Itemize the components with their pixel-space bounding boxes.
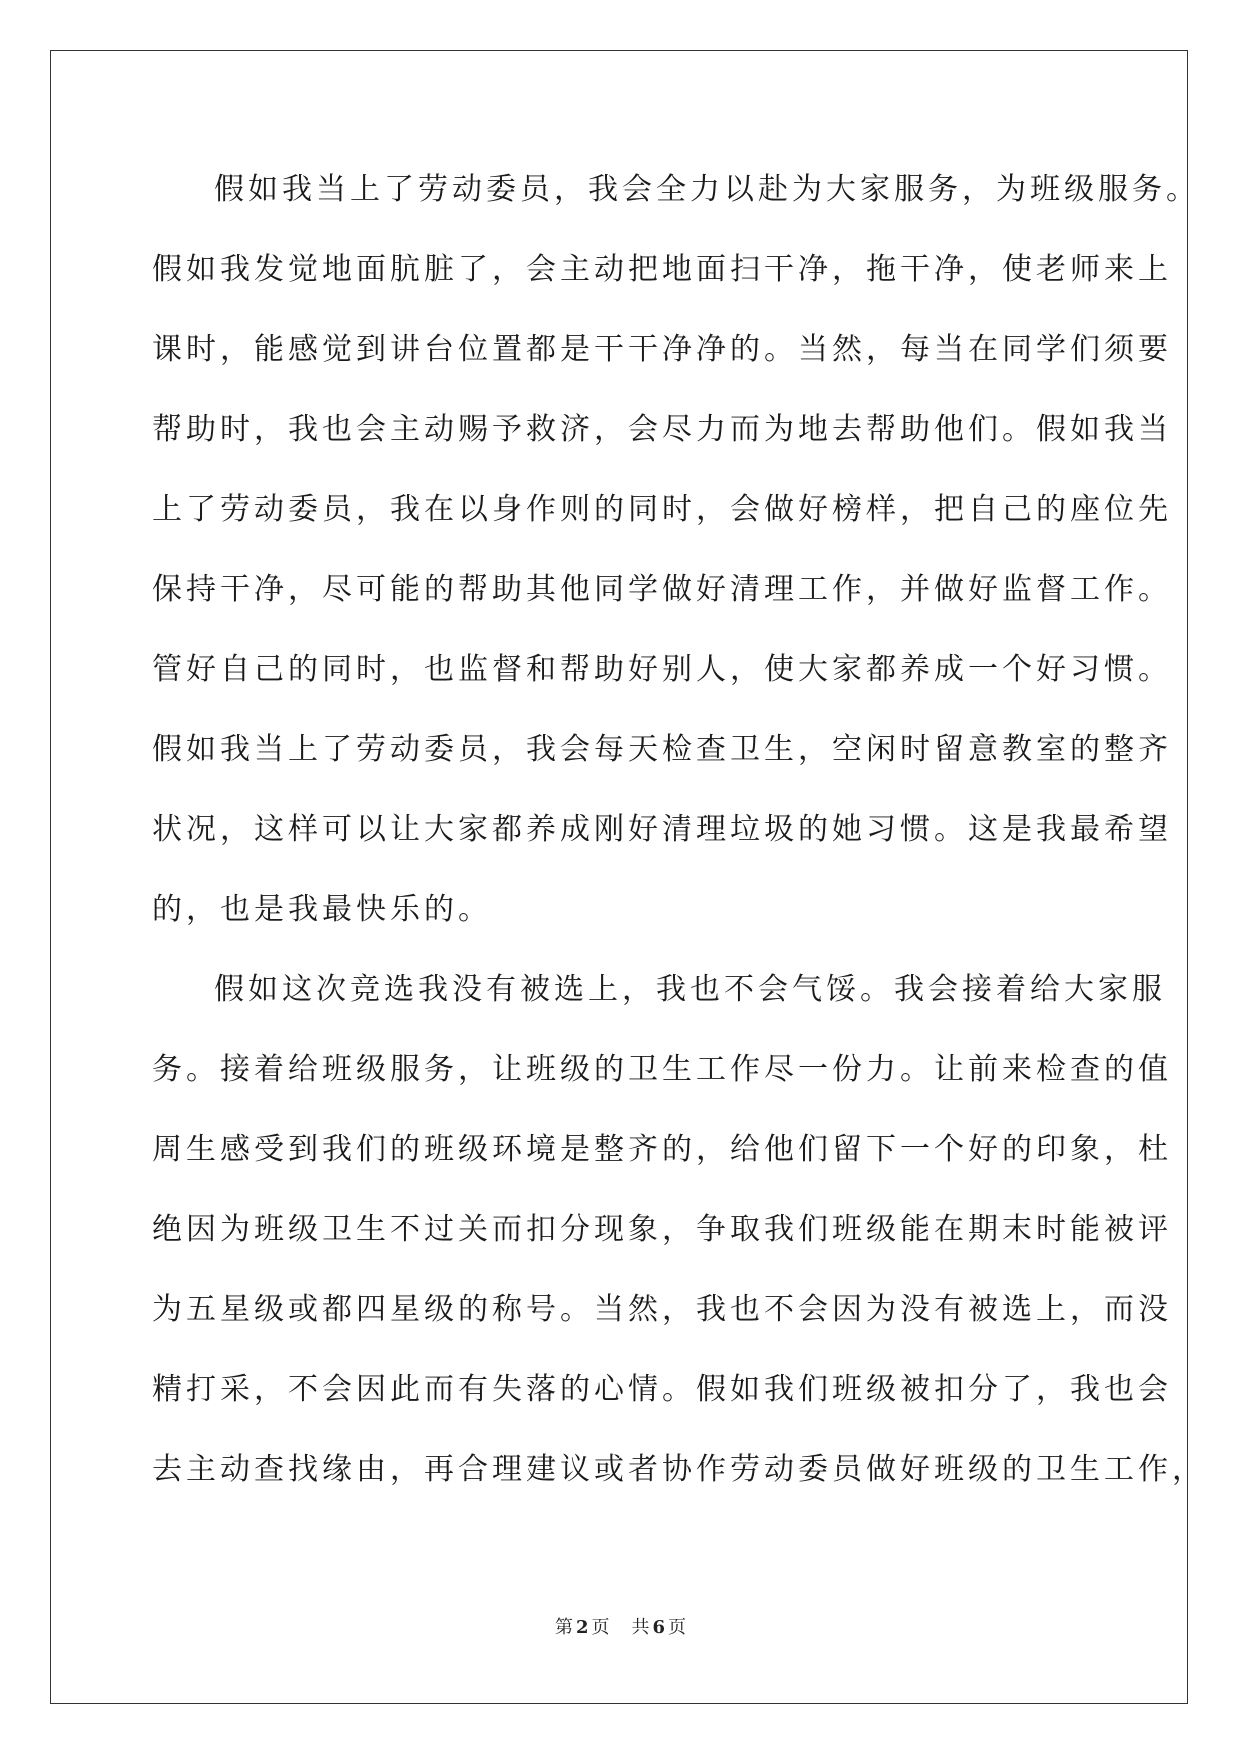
text-line: 周生感受到我们的班级环境是整齐的，给他们留下一个好的印象，杜 (152, 1132, 1172, 1167)
page-prefix: 第 (554, 1617, 573, 1638)
text-line: 绝因为班级卫生不过关而扣分现象，争取我们班级能在期末时能被评 (152, 1212, 1172, 1247)
text-line: 假如我发觉地面肮脏了，会主动把地面扫干净，拖干净，使老师来上 (152, 252, 1172, 287)
text-line: 假如我当上了劳动委员，我会全力以赴为大家服务，为班级服务。 (214, 172, 1200, 207)
text-line: 状况，这样可以让大家都养成刚好清理垃圾的她习惯。这是我最希望 (152, 812, 1172, 847)
text-line: 保持干净，尽可能的帮助其他同学做好清理工作，并做好监督工作。 (152, 572, 1172, 607)
text-line: 的，也是我最快乐的。 (152, 892, 492, 927)
page-suffix: 页 (591, 1617, 610, 1638)
text-line: 管好自己的同时，也监督和帮助好别人，使大家都养成一个好习惯。 (152, 652, 1172, 687)
text-line: 上了劳动委员，我在以身作则的同时，会做好榜样，把自己的座位先 (152, 492, 1172, 527)
page-footer (0, 1613, 1241, 1639)
total-suffix: 页 (668, 1617, 687, 1638)
current-page-number: 2 (575, 1617, 589, 1638)
text-line: 务。接着给班级服务，让班级的卫生工作尽一份力。让前来检查的值 (152, 1052, 1172, 1087)
text-line: 帮助时，我也会主动赐予救济，会尽力而为地去帮助他们。假如我当 (152, 412, 1172, 447)
document-body (152, 150, 1206, 1510)
total-prefix: 共 (631, 1617, 650, 1638)
text-line: 课时，能感觉到讲台位置都是干干净净的。当然，每当在同学们须要 (152, 332, 1172, 367)
text-line: 为五星级或都四星级的称号。当然，我也不会因为没有被选上，而没 (152, 1292, 1172, 1327)
text-line: 假如我当上了劳动委员，我会每天检查卫生，空闲时留意教室的整齐 (152, 732, 1172, 767)
text-line: 精打采，不会因此而有失落的心情。假如我们班级被扣分了，我也会 (152, 1372, 1172, 1407)
text-line: 去主动查找缘由，再合理建议或者协作劳动委员做好班级的卫生工作， (152, 1452, 1206, 1487)
total-page-number: 6 (652, 1617, 666, 1638)
text-line: 假如这次竞选我没有被选上，我也不会气馁。我会接着给大家服 (214, 972, 1166, 1007)
